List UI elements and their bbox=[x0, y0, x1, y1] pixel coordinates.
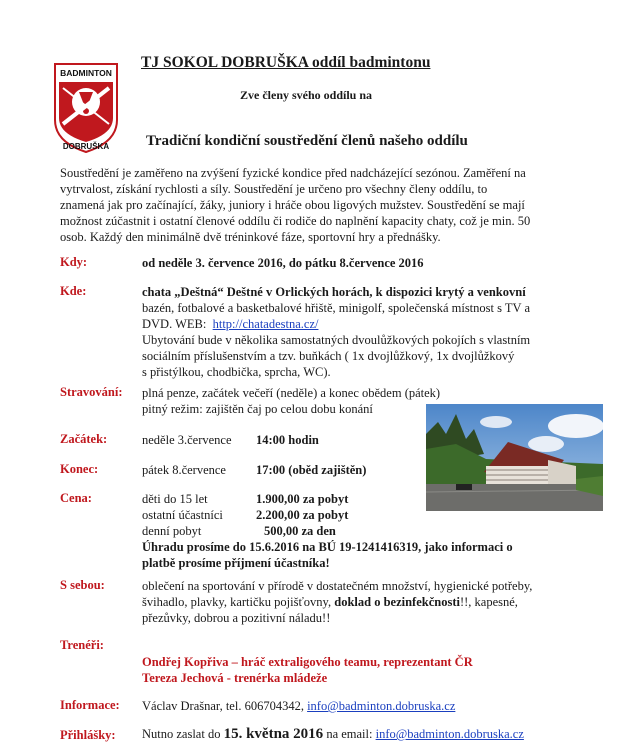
informace-email-link[interactable]: info@badminton.dobruska.cz bbox=[307, 699, 456, 713]
price-row bbox=[142, 523, 562, 539]
price-who: denní pobyt bbox=[142, 524, 202, 538]
sebou-line: oblečení na sportování v přírodě v dostatečném množství, hygienické potřeby, bbox=[142, 579, 533, 593]
price-value: 500,00 za den bbox=[264, 524, 336, 538]
kde-text bbox=[142, 284, 562, 380]
kde-line: DVD. WEB: bbox=[142, 317, 207, 331]
prihlasky-email-link[interactable]: info@badminton.dobruska.cz bbox=[375, 727, 524, 741]
sebou-label: S sebou: bbox=[60, 578, 105, 592]
zacatek-label: Začátek: bbox=[60, 432, 108, 446]
konec-label: Konec: bbox=[60, 462, 99, 476]
payment-line: platbě prosíme příjmení účastníka! bbox=[142, 556, 330, 570]
prihlasky-label: Přihlášky: bbox=[60, 728, 116, 742]
informace-label: Informace: bbox=[60, 698, 120, 712]
sebou-doklad: doklad o bezinfekčnosti bbox=[334, 595, 460, 609]
kdy-text: od neděle 3. července 2016, do pátku 8.července 2016 bbox=[142, 256, 424, 270]
prihlasky-deadline: 15. května 2016 bbox=[223, 726, 324, 742]
konec-time: 17:00 (oběd zajištěn) bbox=[256, 463, 367, 477]
stravovani-label: Stravování: bbox=[60, 385, 123, 399]
sebou-line: !!, kapesné, bbox=[459, 595, 518, 609]
sebou-text bbox=[142, 578, 612, 626]
price-row bbox=[142, 507, 562, 523]
price-who: ostatní účastníci bbox=[142, 508, 223, 522]
intro-line: osob. Každý den minimálně dvě tréninkové fáze, sportovní hry a přednášky. bbox=[60, 230, 441, 244]
contact-person: Václav Drašnar, tel. 606704342, bbox=[142, 699, 308, 713]
price-value: 1.900,00 za pobyt bbox=[256, 492, 349, 506]
coach-1: Ondřej Kopřiva – hráč extraligového teamu, reprezentant ČR bbox=[142, 655, 473, 669]
sebou-line: švihadlo, plavky, kartičku pojišťovny, bbox=[142, 595, 335, 609]
kde-line: Ubytování bude v několika samostatných dvoulůžkových pokojích s vlastním bbox=[142, 333, 531, 347]
stravovani-line: pitný režim: zajištěn čaj po celou dobu konání bbox=[142, 402, 373, 416]
stravovani-text bbox=[142, 385, 440, 417]
price-value: 2.200,00 za pobyt bbox=[256, 508, 349, 522]
kde-line: bazén, fotbalové a basketbalové hřiště, minigolf, společenská místnost s TV a bbox=[142, 301, 530, 315]
cena-label: Cena: bbox=[60, 491, 92, 505]
treneri-label: Trenéři: bbox=[60, 638, 104, 652]
zacatek-day: neděle 3.července bbox=[142, 433, 232, 447]
cena-block bbox=[142, 491, 562, 571]
invite-line: Zve členy svého oddílu na bbox=[240, 88, 373, 102]
payment-line: Úhradu prosíme do 15.6.2016 na BÚ 19-1241416319, jako informaci o bbox=[142, 540, 513, 554]
stravovani-line: plná penze, začátek večeří (neděle) a konec obědem (pátek) bbox=[142, 386, 441, 400]
kde-line: sociálním příslušenstvím a tzv. buňkách ( 1x dvojlůžkový, 1x dvojlůžkový bbox=[142, 349, 515, 363]
kde-line: chata „Deštná“ Deštné v Orlických horách, k dispozici krytý a venkovní bbox=[142, 285, 526, 299]
zacatek-time: 14:00 hodin bbox=[256, 433, 319, 447]
coach-2: Tereza Jechová - trenérka mládeže bbox=[142, 671, 328, 685]
sebou-line: přezůvky, dobrou a pozitivní náladu!! bbox=[142, 611, 331, 625]
price-who: děti do 15 let bbox=[142, 492, 208, 506]
informace-text bbox=[142, 698, 455, 714]
intro-line: možnost zúčastnit i ostatní členové oddílu či rodiče do naplnění kapacity chaty, což je min. 50 bbox=[60, 214, 531, 228]
intro-paragraph bbox=[60, 165, 615, 245]
prihlasky-text bbox=[142, 726, 524, 742]
club-logo bbox=[53, 62, 119, 154]
page-title: TJ SOKOL DOBRUŠKA oddíl badmintonu bbox=[141, 54, 431, 71]
prihlasky-mid: na email: bbox=[323, 727, 376, 741]
prihlasky-prefix: Nutno zaslat do bbox=[142, 727, 224, 741]
event-title: Tradiční kondiční soustředění členů našeho oddílu bbox=[146, 133, 468, 149]
kdy-label: Kdy: bbox=[60, 255, 88, 269]
kde-label: Kde: bbox=[60, 284, 87, 298]
intro-line: Soustředění je zaměřeno na zvýšení fyzické kondice před nadcházející sezónou. Zaměření na bbox=[60, 166, 526, 180]
logo-top-text: BADMINTON bbox=[60, 68, 112, 78]
chata-web-link[interactable]: http://chatadestna.cz/ bbox=[212, 317, 319, 331]
konec-day: pátek 8.července bbox=[142, 463, 226, 477]
intro-line: vytrvalost, získání rychlosti a síly. Soustředění je určeno pro všechny členy oddílu, to bbox=[60, 182, 488, 196]
logo-bottom-text: DOBRUŠKA bbox=[62, 142, 110, 151]
price-row bbox=[142, 491, 562, 507]
kde-line: s přistýlkou, chodbička, sprcha, WC). bbox=[142, 365, 331, 379]
intro-line: znamená jak pro začínající, žáky, juniory i hráče obou ligových mužstev. Soustředění se mají bbox=[60, 198, 525, 212]
